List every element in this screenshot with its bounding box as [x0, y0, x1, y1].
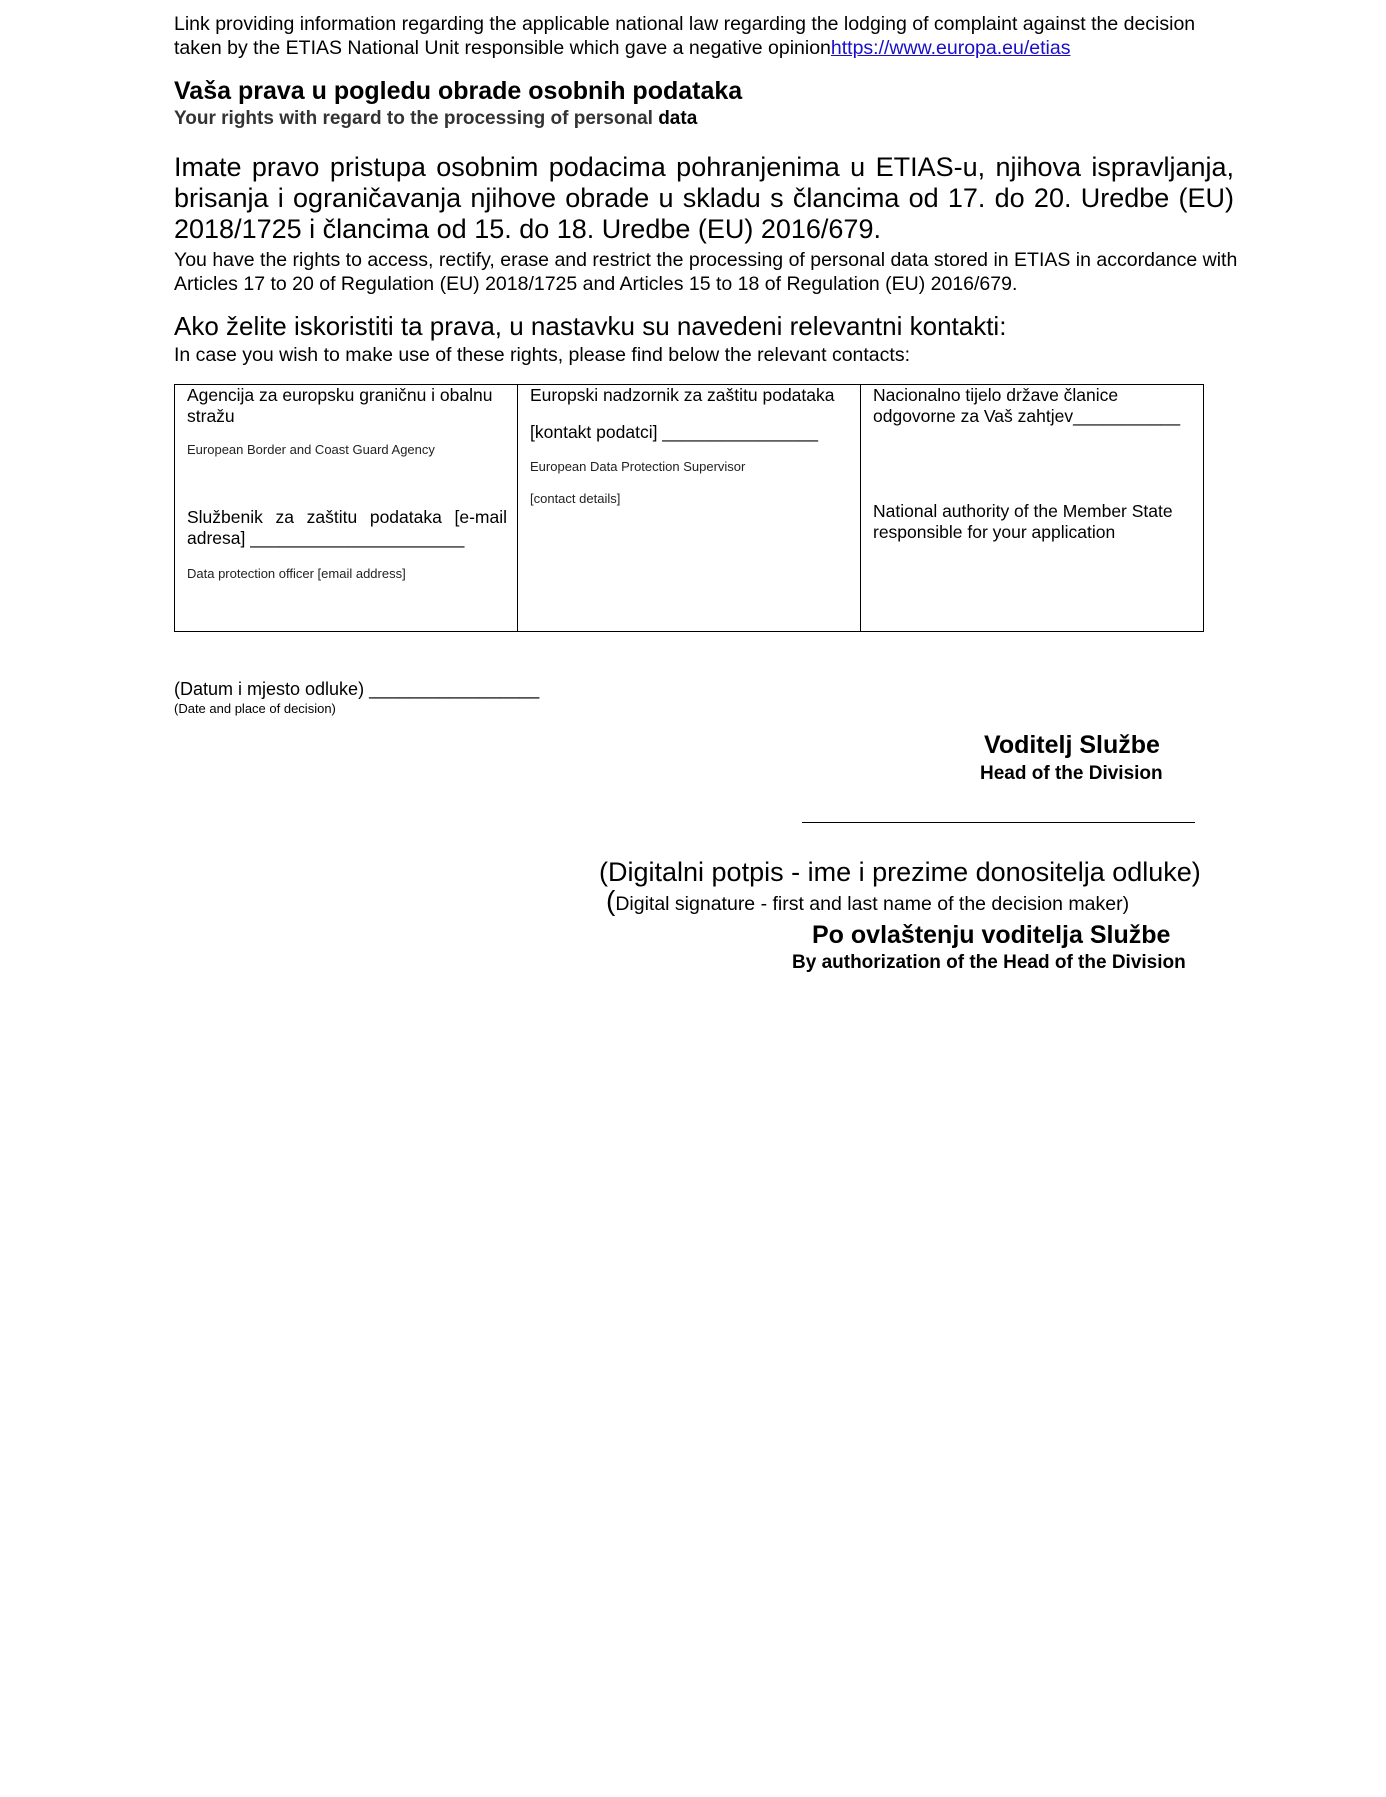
contact-column-agency: [175, 385, 517, 631]
dpo-email-en: Data protection officer [email address]: [187, 566, 406, 581]
head-of-division-en: Head of the Division: [980, 763, 1163, 784]
authorization-en: By authorization of the Head of the Division: [792, 952, 1186, 973]
rights-title-en-suffix: data: [658, 108, 698, 129]
complaint-info-text: Link providing information regarding the applicable national law regarding the lodging of complaint against the decision taken by the ETIAS National Unit responsible which gave a negative opinion: [174, 13, 1196, 59]
signature-line: [802, 822, 1195, 823]
digital-signature-hr: (Digitalni potpis - ime i prezime donositelja odluke): [599, 857, 1201, 887]
complaint-info-paragraph: [174, 12, 1244, 60]
contacts-heading-hr: Ako želite iskoristiti ta prava, u nastavku su navedeni relevantni kontakti:: [174, 311, 1007, 341]
rights-title-en-prefix: Your rights with regard to the processing of personal: [174, 108, 659, 129]
edps-contact-hr: [kontakt podatci] ________________: [530, 422, 819, 442]
decision-date-hr: (Datum i mjesto odluke) _________________: [174, 679, 540, 699]
dpo-email-hr: Službenik za zaštitu podataka [e-mail adresa] ______________________: [187, 507, 507, 548]
agency-name-hr: Agencija za europsku graničnu i obalnu stražu: [187, 385, 493, 426]
contact-column-edps: [517, 385, 860, 631]
etias-link[interactable]: https://www.europa.eu/etias: [830, 37, 1071, 59]
rights-body-en: You have the rights to access, rectify, erase and restrict the processing of personal data stored in ETIAS in accordance with Articles 17 to 20 of Regulation (EU) 2018/1725 and Articles 15 to 18 of Regulation (EU) 2016/679.: [174, 249, 1238, 295]
rights-title-hr: Vaša prava u pogledu obrade osobnih podataka: [174, 77, 743, 105]
national-authority-en: National authority of the Member State responsible for your application: [873, 501, 1173, 542]
national-authority-hr: Nacionalno tijelo države članice odgovorne za Vaš zahtjev___________: [873, 385, 1181, 426]
digital-signature-en-paren: (: [606, 885, 616, 916]
rights-body-hr: Imate pravo pristupa osobnim podacima pohranjenima u ETIAS-u, njihova ispravljanja, brisanja i ograničavanja njihove obrade u skladu s člancima od 17. do 20. Uredbe (EU) 2018/1725 i člancima od 15. do 18. Uredbe (EU) 2016/679.: [174, 152, 1234, 244]
rights-title-en: [174, 108, 697, 130]
contacts-heading-en: In case you wish to make use of these rights, please find below the relevant contacts:: [174, 344, 910, 366]
contact-column-national-authority: [860, 385, 1203, 631]
head-of-division-hr: Voditelj Službe: [984, 731, 1160, 759]
decision-date-en: (Date and place of decision): [174, 701, 336, 716]
authorization-hr: Po ovlaštenju voditelja Službe: [812, 921, 1171, 949]
edps-contact-en: [contact details]: [530, 491, 621, 506]
digital-signature-en-text: Digital signature - first and last name of the decision maker): [615, 893, 1130, 915]
contacts-table: [174, 384, 1204, 632]
digital-signature-en: [606, 885, 1130, 916]
edps-name-hr: Europski nadzornik za zaštitu podataka: [530, 385, 835, 405]
agency-name-en: European Border and Coast Guard Agency: [187, 442, 435, 457]
edps-name-en: European Data Protection Supervisor: [530, 459, 746, 474]
